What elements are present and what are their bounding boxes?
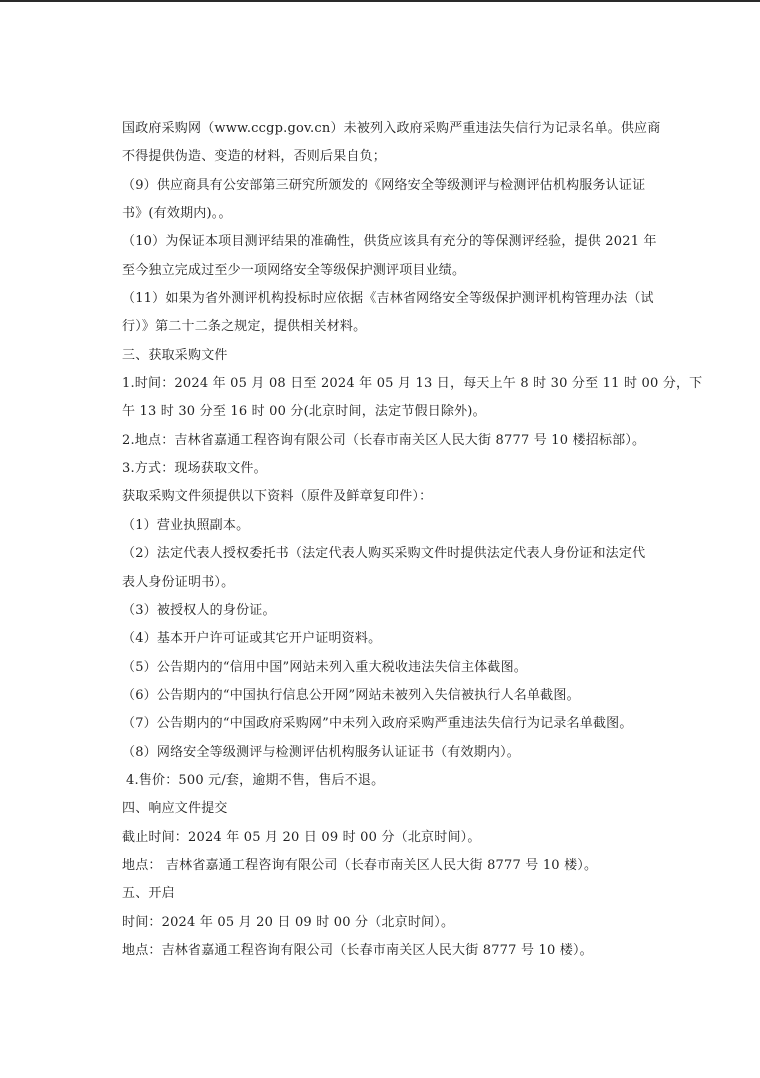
list-item: （6）公告期内的“中国执行信息公开网”网站未被列入失信被执行人名单截图。 — [122, 687, 580, 703]
page-top-border — [0, 0, 760, 2]
document-page — [122, 115, 703, 965]
text-line: 时间：2024 年 05 月 20 日 09 时 00 分（北京时间）。 — [122, 914, 455, 930]
list-item: （1）营业执照副本。 — [122, 517, 250, 533]
text-line: （10）为保证本项目测评结果的准确性，供货应该具有充分的等保测评经验，提供 2021 年 — [122, 234, 657, 250]
list-item: （3）被授权人的身份证。 — [122, 602, 276, 618]
text-line: 书》(有效期内)。。 — [122, 206, 232, 222]
text-line: 午 13 时 30 分至 16 时 00 分(北京时间，法定节假日除外)。 — [122, 404, 486, 420]
text-line: 不得提供伪造、变造的材料，否则后果自负； — [122, 149, 387, 165]
text-line: 获取采购文件须提供以下资料（原件及鲜章复印件）： — [122, 489, 433, 505]
text-line: 4.售价：500 元/套，逾期不售，售后不退。 — [126, 772, 385, 788]
text-line: 地点： 吉林省嘉通工程咨询有限公司（长春市南关区人民大街 8777 号 10 楼）。 — [122, 857, 598, 873]
section-heading: 四、响应文件提交 — [122, 801, 228, 817]
list-item: （7）公告期内的“中国政府采购网”中未列入政府采购严重违法失信行为记录名单截图。 — [122, 716, 633, 732]
text-line: 截止时间：2024 年 05 月 20 日 09 时 00 分（北京时间）。 — [122, 829, 481, 845]
list-item: （4）基本开户许可证或其它开户证明资料。 — [122, 631, 382, 647]
list-item: （2）法定代表人授权委托书（法定代表人购买采购文件时提供法定代表人身份证和法定代 — [122, 546, 646, 562]
text-line: （9）供应商具有公安部第三研究所颁发的《网络安全等级测评与检测评估机构服务认证证 — [122, 177, 646, 193]
section-heading: 五、开启 — [122, 886, 175, 902]
text-line: 至今独立完成过至少一项网络安全等级保护测评项目业绩。 — [122, 262, 466, 278]
text-line: （11）如果为省外测评机构投标时应依据《吉林省网络安全等级保护测评机构管理办法（试 — [122, 291, 654, 307]
list-item: （5）公告期内的“信用中国”网站未列入重大税收违法失信主体截图。 — [122, 659, 527, 675]
text-line: 3.方式：现场获取文件。 — [122, 461, 267, 477]
text-line: 2.地点：吉林省嘉通工程咨询有限公司（长春市南关区人民大街 8777 号 10 楼招标部）。 — [122, 432, 646, 448]
text-line: 1.时间：2024 年 05 月 08 日至 2024 年 05 月 13 日，每天上午 8 时 30 分至 11 时 00 分，下 — [122, 376, 703, 392]
text-line: 行）》第二十二条之规定，提供相关材料。 — [122, 319, 367, 335]
section-heading: 三、获取采购文件 — [122, 347, 228, 363]
list-item: （8）网络安全等级测评与检测评估机构服务认证证书（有效期内）。 — [122, 744, 520, 760]
text-line: 表人身份证明书）。 — [122, 574, 235, 590]
text-line: 地点：吉林省嘉通工程咨询有限公司（长春市南关区人民大街 8777 号 10 楼）。 — [122, 942, 593, 958]
text-line: 国政府采购网（www.ccgp.gov.cn）未被列入政府采购严重违法失信行为记录名单。供应商 — [122, 121, 661, 136]
